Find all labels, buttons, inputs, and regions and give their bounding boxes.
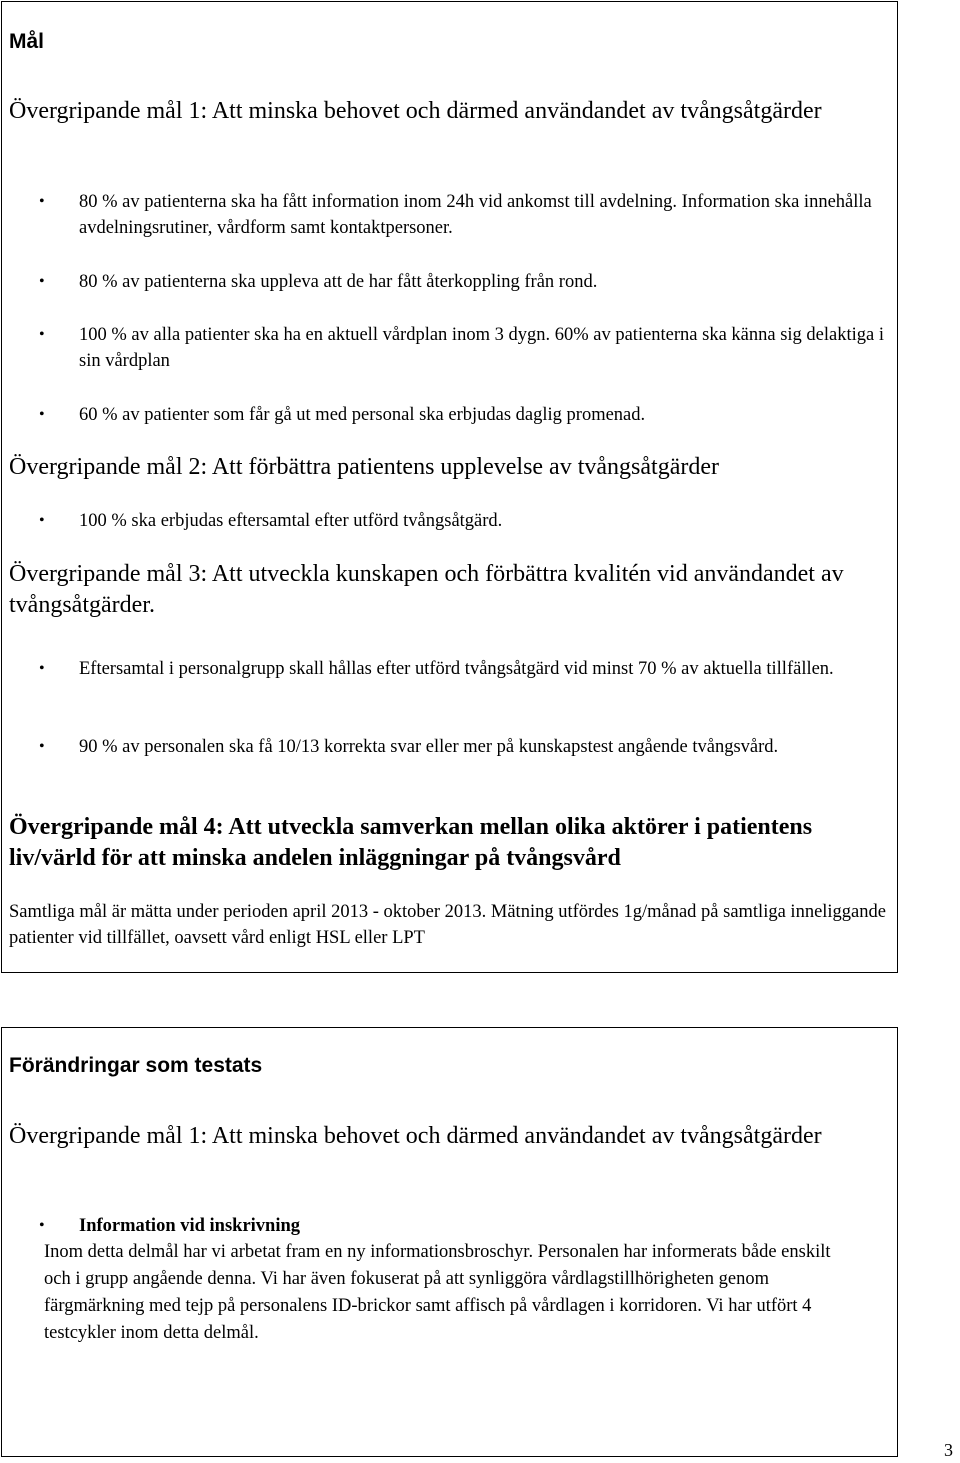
goal-1-bullet-3	[39, 322, 889, 374]
bullet-icon: •	[39, 193, 45, 210]
section-title-changes: Förändringar som testats	[9, 1054, 263, 1077]
bullet-icon: •	[39, 1217, 45, 1234]
bullet-text: 80 % av patienterna ska ha fått information inom 24h vid ankomst till avdelning. Information ska innehålla avdelningsrutiner, vårdform samt kontaktpersoner.	[79, 192, 872, 238]
goal-3-bullet-1	[39, 656, 889, 682]
goal-2-heading: Övergripande mål 2: Att förbättra patientens upplevelse av tvångsåtgärder	[9, 454, 719, 480]
bullet-icon: •	[39, 406, 45, 423]
bullet-text: 100 % ska erbjudas eftersamtal efter utförd tvångsåtgärd.	[79, 511, 503, 531]
bullet-text: 100 % av alla patienter ska ha en aktuell vårdplan inom 3 dygn. 60% av patienterna ska känna sig delaktiga i sin vårdplan	[79, 325, 885, 371]
item-body: Inom detta delmål har vi arbetat fram en ny informationsbroschyr. Personalen har informerats både enskilt och i grupp angående denna. Vi har även fokuserat på att synliggöra vårdlagstillhörigheten genom färgmärkning med tejp på personalens ID-brickor samt affisch på vårdlagen i korridoren. Vi har utfört 4 testcykler inom detta delmål.	[44, 1242, 831, 1343]
bullet-text: Eftersamtal i personalgrupp skall hållas efter utförd tvångsåtgärd vid minst 70 % av aktuella tillfällen.	[79, 659, 834, 679]
bullet-text: 60 % av patienter som får gå ut med personal ska erbjudas daglig promenad.	[79, 405, 646, 425]
bullet-icon: •	[39, 738, 45, 755]
bullet-icon: •	[39, 273, 45, 290]
goal-1-bullet-2	[39, 269, 889, 295]
goal-4-heading: Övergripande mål 4: Att utveckla samverkan mellan olika aktörer i patientens liv/värld för att minska andelen inläggningar på tvångsvård	[9, 814, 813, 871]
item-title: Information vid inskrivning	[79, 1216, 301, 1236]
goal-3-bullet-2	[39, 734, 889, 760]
goal-2-bullet-1	[39, 508, 889, 534]
goal-1-bullet-4	[39, 402, 889, 428]
goals-section	[1, 1, 898, 973]
bullet-icon: •	[39, 660, 45, 677]
measurement-note: Samtliga mål är mätta under perioden april 2013 - oktober 2013. Mätning utfördes 1g/månad på samtliga inneliggande patienter vid tillfället, oavsett vård enligt HSL eller LPT	[9, 902, 886, 948]
goal-1-bullet-1	[39, 189, 889, 241]
page-number: 3	[944, 1440, 953, 1460]
changes-item	[39, 1213, 889, 1239]
changes-section	[1, 1027, 898, 1457]
goal-3-heading: Övergripande mål 3: Att utveckla kunskapen och förbättra kvalitén vid användandet av tvångsåtgärder.	[9, 561, 844, 618]
bullet-icon: •	[39, 326, 45, 343]
goal-1-heading: Övergripande mål 1: Att minska behovet och därmed användandet av tvångsåtgärder	[9, 98, 822, 124]
bullet-icon: •	[39, 512, 45, 529]
changes-goal-1-heading: Övergripande mål 1: Att minska behovet och därmed användandet av tvångsåtgärder	[9, 1123, 822, 1149]
bullet-text: 90 % av personalen ska få 10/13 korrekta svar eller mer på kunskapstest angående tvångsvård.	[79, 737, 779, 757]
bullet-text: 80 % av patienterna ska uppleva att de har fått återkoppling från rond.	[79, 272, 598, 292]
section-title-goals: Mål	[9, 30, 45, 53]
